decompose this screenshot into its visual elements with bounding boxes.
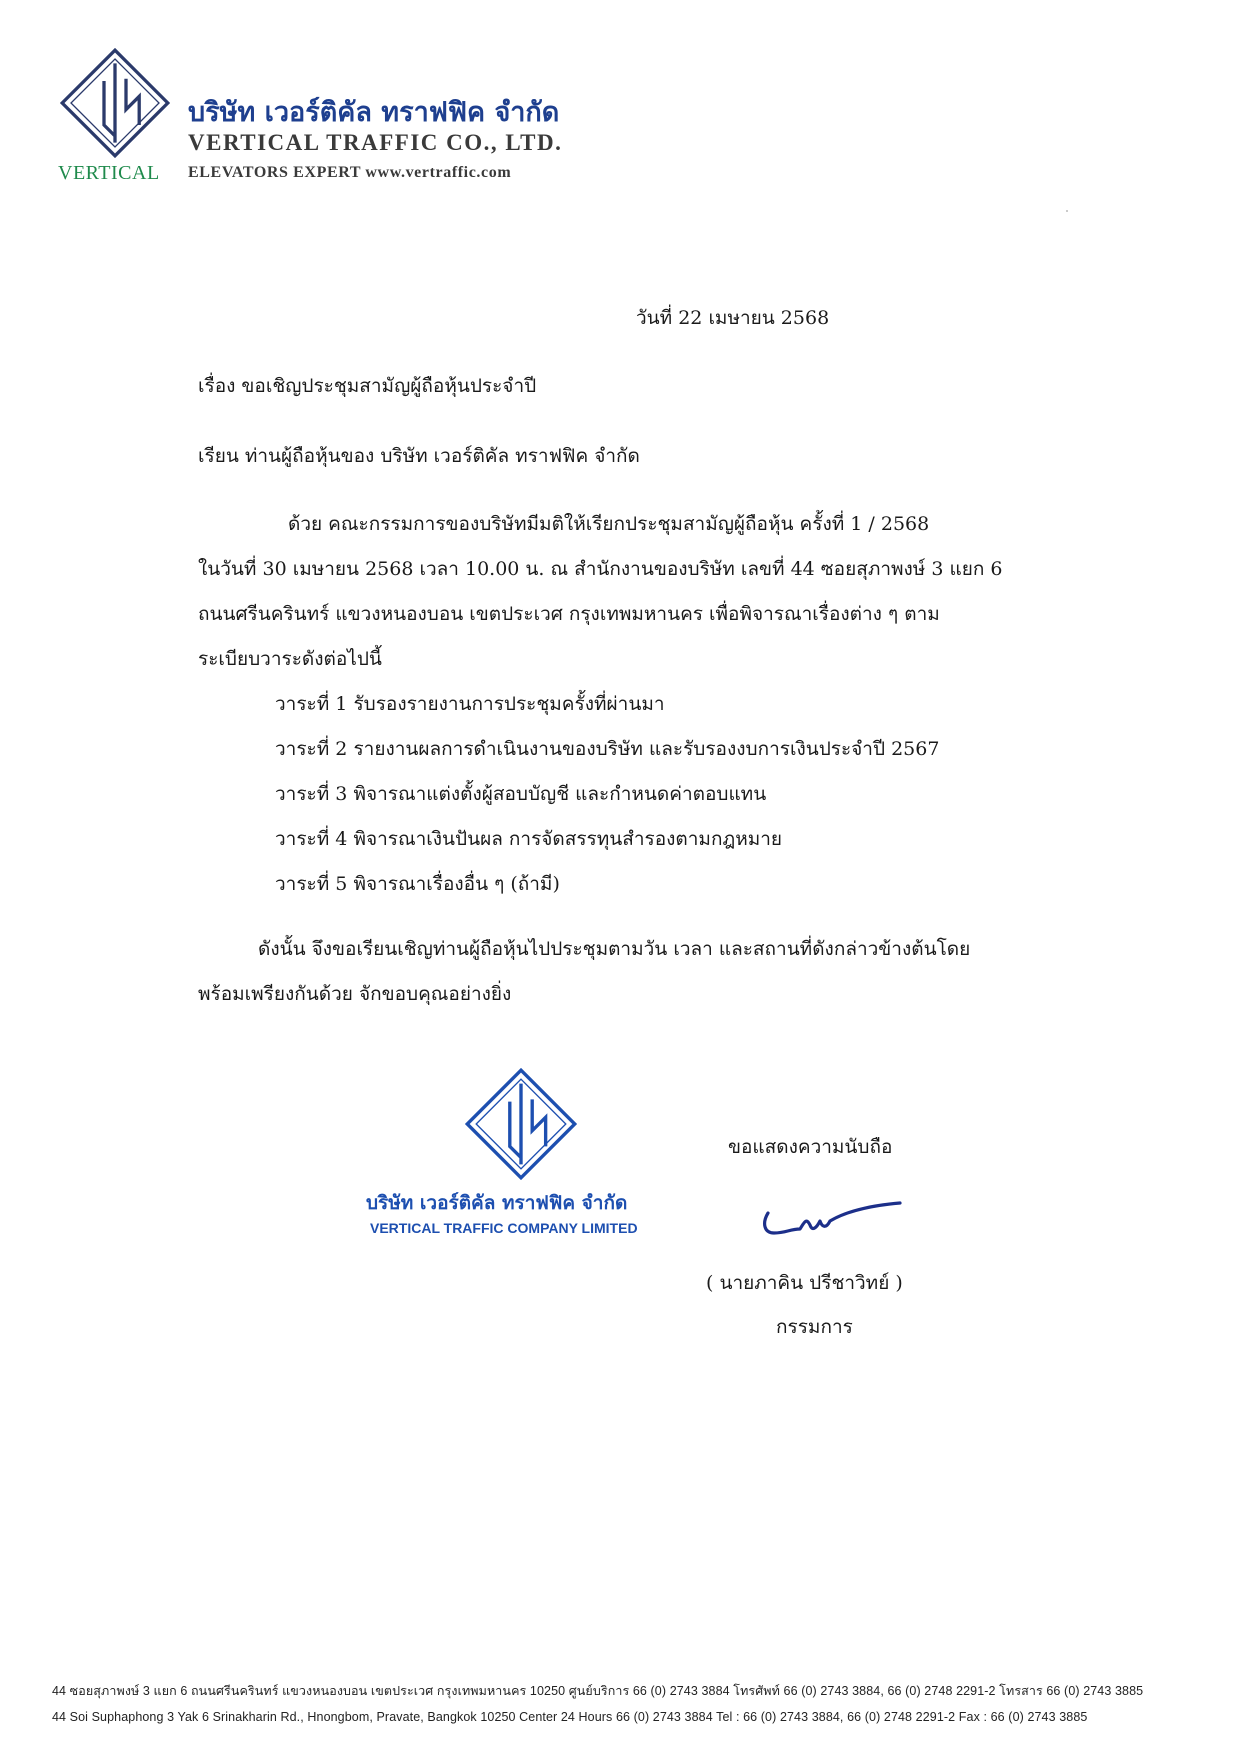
agenda-item: วาระที่ 4 พิจารณาเงินปันผล การจัดสรรทุนสำรองตามกฎหมาย: [275, 828, 783, 850]
agenda-item: วาระที่ 1 รับรองรายงานการประชุมครั้งที่ผ่านมา: [275, 693, 665, 715]
handwritten-signature: [760, 1185, 910, 1245]
vertical-diamond-logo-icon: [60, 48, 170, 158]
paragraph-line: ระเบียบวาระดังต่อไปนี้: [198, 648, 382, 670]
scan-speck: [1066, 210, 1068, 212]
company-name-english: VERTICAL TRAFFIC CO., LTD.: [188, 130, 563, 155]
logo-word: VERTICAL: [58, 162, 160, 184]
paragraph-line: ในวันที่ 30 เมษายน 2568 เวลา 10.00 น. ณ สำนักงานของบริษัท เลขที่ 44 ซอยสุภาพงษ์ 3 แยก 6: [198, 558, 1003, 580]
agenda-item: วาระที่ 2 รายงานผลการดำเนินงานของบริษัท และรับรองงบการเงินประจำปี 2567: [275, 738, 940, 760]
stamp-company-name-english: VERTICAL TRAFFIC COMPANY LIMITED: [370, 1220, 638, 1236]
letter-subject: เรื่อง ขอเชิญประชุมสามัญผู้ถือหุ้นประจำปี: [198, 375, 537, 397]
letter-recipient: เรียน ท่านผู้ถือหุ้นของ บริษัท เวอร์ติคัล ทราฟฟิค จำกัด: [198, 445, 640, 467]
letter-closing: ขอแสดงความนับถือ: [728, 1136, 893, 1158]
paragraph-line: พร้อมเพรียงกันด้วย จักขอบคุณอย่างยิ่ง: [198, 983, 512, 1005]
letter-date: วันที่ 22 เมษายน 2568: [636, 307, 830, 329]
footer-address-english: 44 Soi Suphaphong 3 Yak 6 Srinakharin Rd., Hnongbom, Pravate, Bangkok 10250 Center 24 Hours 66 (0) 2743 3884 Tel : 66 (0) 2743 3884, 66 (0) 2748 2291-2 Fax : 66 (0) 2743 3885: [52, 1710, 1088, 1724]
footer-address-thai: 44 ซอยสุภาพงษ์ 3 แยก 6 ถนนศรีนครินทร์ แขวงหนองบอน เขตประเวศ กรุงเทพมหานคร 10250 ศูนย์บริการ 66 (0) 2743 3884 โทรศัพท์ 66 (0) 2743 3884, 66 (0) 2748 2291-2 โทรสาร 66 (0) 2743 3885: [52, 1684, 1144, 1698]
company-name-thai: บริษัท เวอร์ติคัล ทราฟฟิค จำกัด: [188, 97, 560, 128]
paragraph-line: ด้วย คณะกรรมการของบริษัทมีมติให้เรียกประชุมสามัญผู้ถือหุ้น ครั้งที่ 1 / 2568: [288, 513, 930, 535]
agenda-item: วาระที่ 3 พิจารณาแต่งตั้งผู้สอบบัญชี และกำหนดค่าตอบแทน: [275, 783, 767, 805]
stamp-company-name-thai: บริษัท เวอร์ติคัล ทราฟฟิค จำกัด: [366, 1192, 628, 1214]
paragraph-line: ถนนศรีนครินทร์ แขวงหนองบอน เขตประเวศ กรุงเทพมหานคร เพื่อพิจารณาเรื่องต่าง ๆ ตาม: [198, 603, 940, 625]
company-tagline: ELEVATORS EXPERT www.vertraffic.com: [188, 164, 512, 181]
signer-title: กรรมการ: [776, 1316, 853, 1338]
agenda-item: วาระที่ 5 พิจารณาเรื่องอื่น ๆ (ถ้ามี): [275, 873, 560, 895]
paragraph-line: ดังนั้น จึงขอเรียนเชิญท่านผู้ถือหุ้นไปประชุมตามวัน เวลา และสถานที่ดังกล่าวข้างต้นโดย: [258, 938, 971, 960]
company-stamp-logo-icon: [465, 1068, 577, 1180]
signer-name: ( นายภาคิน ปรีชาวิทย์ ): [706, 1272, 903, 1294]
